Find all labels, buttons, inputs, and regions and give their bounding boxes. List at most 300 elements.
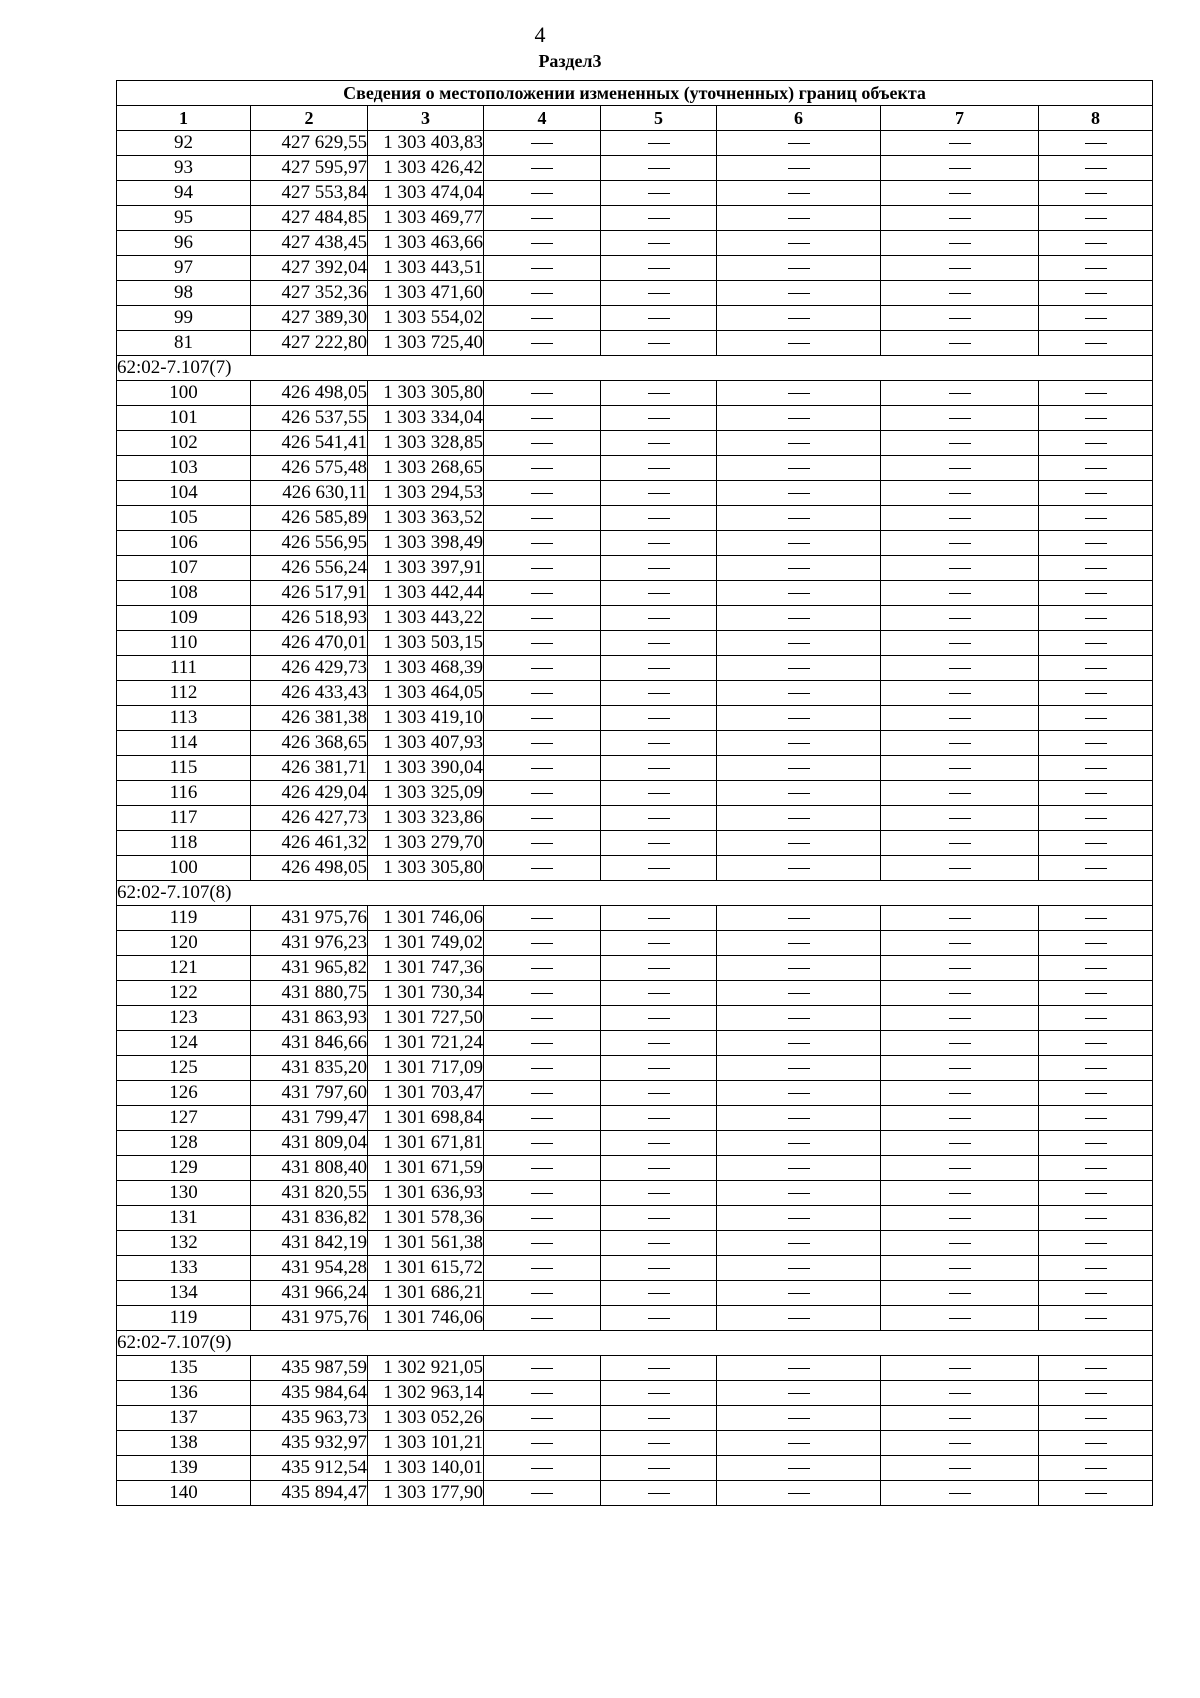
x-coordinate-cell: 426 556,24 (251, 556, 368, 581)
empty-value-cell (601, 856, 717, 881)
empty-value-cell (484, 256, 601, 281)
y-coordinate-cell: 1 303 725,40 (368, 331, 484, 356)
empty-value-cell (484, 131, 601, 156)
dash-mark (648, 168, 670, 169)
table-row (117, 281, 1153, 306)
empty-value-cell (881, 256, 1039, 281)
table-row (117, 1181, 1153, 1206)
dash-mark (531, 393, 553, 394)
x-coordinate-cell: 435 912,54 (251, 1456, 368, 1481)
empty-value-cell (484, 656, 601, 681)
table-row (117, 1156, 1153, 1181)
dash-mark (788, 468, 810, 469)
empty-value-cell (601, 531, 717, 556)
dash-mark (949, 293, 971, 294)
table-body (117, 131, 1153, 1506)
empty-value-cell (881, 1281, 1039, 1306)
empty-value-cell (601, 706, 717, 731)
point-number-cell: 118 (117, 831, 251, 856)
y-coordinate-cell: 1 301 747,36 (368, 956, 484, 981)
dash-mark (1085, 643, 1107, 644)
x-coordinate-cell: 426 630,11 (251, 481, 368, 506)
dash-mark (949, 543, 971, 544)
empty-value-cell (484, 706, 601, 731)
empty-value-cell (601, 556, 717, 581)
empty-value-cell (1039, 1381, 1153, 1406)
empty-value-cell (881, 131, 1039, 156)
dash-mark (788, 818, 810, 819)
dash-mark (949, 1418, 971, 1419)
dash-mark (949, 1493, 971, 1494)
x-coordinate-cell: 426 518,93 (251, 606, 368, 631)
empty-value-cell (717, 681, 881, 706)
point-number-cell: 116 (117, 781, 251, 806)
empty-value-cell (881, 756, 1039, 781)
dash-mark (531, 1468, 553, 1469)
dash-mark (788, 1093, 810, 1094)
table-row (117, 1306, 1153, 1331)
empty-value-cell (1039, 431, 1153, 456)
empty-value-cell (1039, 1256, 1153, 1281)
dash-mark (531, 518, 553, 519)
empty-value-cell (601, 1156, 717, 1181)
point-number-cell: 93 (117, 156, 251, 181)
empty-value-cell (601, 1281, 717, 1306)
empty-value-cell (484, 1256, 601, 1281)
empty-value-cell (484, 506, 601, 531)
empty-value-cell (881, 1306, 1039, 1331)
y-coordinate-cell: 1 303 474,04 (368, 181, 484, 206)
dash-mark (531, 1318, 553, 1319)
empty-value-cell (484, 1131, 601, 1156)
dash-mark (648, 1393, 670, 1394)
empty-value-cell (881, 1106, 1039, 1131)
dash-mark (648, 693, 670, 694)
empty-value-cell (1039, 631, 1153, 656)
dash-mark (531, 718, 553, 719)
point-number-cell: 94 (117, 181, 251, 206)
empty-value-cell (717, 1056, 881, 1081)
empty-value-cell (601, 1056, 717, 1081)
x-coordinate-cell: 427 595,97 (251, 156, 368, 181)
dash-mark (648, 843, 670, 844)
empty-value-cell (881, 606, 1039, 631)
empty-value-cell (1039, 531, 1153, 556)
dash-mark (949, 818, 971, 819)
x-coordinate-cell: 426 585,89 (251, 506, 368, 531)
empty-value-cell (484, 681, 601, 706)
y-coordinate-cell: 1 301 717,09 (368, 1056, 484, 1081)
dash-mark (1085, 968, 1107, 969)
table-row (117, 556, 1153, 581)
empty-value-cell (1039, 456, 1153, 481)
dash-mark (949, 743, 971, 744)
empty-value-cell (484, 431, 601, 456)
empty-value-cell (881, 1031, 1039, 1056)
y-coordinate-cell: 1 303 469,77 (368, 206, 484, 231)
dash-mark (949, 1268, 971, 1269)
empty-value-cell (717, 431, 881, 456)
dash-mark (648, 1493, 670, 1494)
dash-mark (1085, 1468, 1107, 1469)
empty-value-cell (484, 606, 601, 631)
dash-mark (1085, 1418, 1107, 1419)
dash-mark (648, 643, 670, 644)
empty-value-cell (1039, 1281, 1153, 1306)
dash-mark (949, 443, 971, 444)
x-coordinate-cell: 431 809,04 (251, 1131, 368, 1156)
dash-mark (648, 718, 670, 719)
point-number-cell: 127 (117, 1106, 251, 1131)
y-coordinate-cell: 1 301 671,81 (368, 1131, 484, 1156)
y-coordinate-cell: 1 301 698,84 (368, 1106, 484, 1131)
point-number-cell: 139 (117, 1456, 251, 1481)
x-coordinate-cell: 431 797,60 (251, 1081, 368, 1106)
empty-value-cell (484, 831, 601, 856)
empty-value-cell (1039, 1006, 1153, 1031)
empty-value-cell (881, 1456, 1039, 1481)
x-coordinate-cell: 427 352,36 (251, 281, 368, 306)
table-row (117, 306, 1153, 331)
empty-value-cell (601, 906, 717, 931)
dash-mark (949, 993, 971, 994)
dash-mark (531, 268, 553, 269)
point-number-cell: 140 (117, 1481, 251, 1506)
parcel-number-heading: 62:02-7.107(8) (117, 881, 1153, 906)
dash-mark (648, 668, 670, 669)
x-coordinate-cell: 426 575,48 (251, 456, 368, 481)
table-row (117, 956, 1153, 981)
empty-value-cell (1039, 756, 1153, 781)
dash-mark (788, 968, 810, 969)
dash-mark (949, 1068, 971, 1069)
x-coordinate-cell: 426 381,38 (251, 706, 368, 731)
table-row (117, 1431, 1153, 1456)
empty-value-cell (1039, 131, 1153, 156)
empty-value-cell (601, 256, 717, 281)
empty-value-cell (1039, 281, 1153, 306)
empty-value-cell (484, 906, 601, 931)
dash-mark (648, 243, 670, 244)
dash-mark (648, 918, 670, 919)
column-header: 5 (601, 106, 717, 131)
empty-value-cell (1039, 206, 1153, 231)
dash-mark (949, 668, 971, 669)
parcel-number-heading: 62:02-7.107(7) (117, 356, 1153, 381)
table-row (117, 1256, 1153, 1281)
dash-mark (788, 1393, 810, 1394)
empty-value-cell (881, 906, 1039, 931)
column-header: 3 (368, 106, 484, 131)
y-coordinate-cell: 1 303 328,85 (368, 431, 484, 456)
empty-value-cell (881, 706, 1039, 731)
dash-mark (531, 593, 553, 594)
empty-value-cell (1039, 906, 1153, 931)
table-row (117, 506, 1153, 531)
empty-value-cell (601, 1256, 717, 1281)
dash-mark (1085, 1493, 1107, 1494)
x-coordinate-cell: 426 541,41 (251, 431, 368, 456)
empty-value-cell (601, 681, 717, 706)
point-number-cell: 100 (117, 381, 251, 406)
point-number-cell: 126 (117, 1081, 251, 1106)
x-coordinate-cell: 426 556,95 (251, 531, 368, 556)
y-coordinate-cell: 1 303 419,10 (368, 706, 484, 731)
y-coordinate-cell: 1 303 268,65 (368, 456, 484, 481)
empty-value-cell (717, 1181, 881, 1206)
x-coordinate-cell: 426 429,04 (251, 781, 368, 806)
empty-value-cell (484, 1456, 601, 1481)
dash-mark (648, 743, 670, 744)
empty-value-cell (1039, 681, 1153, 706)
x-coordinate-cell: 431 880,75 (251, 981, 368, 1006)
dash-mark (949, 243, 971, 244)
dash-mark (531, 193, 553, 194)
dash-mark (531, 668, 553, 669)
empty-value-cell (881, 1406, 1039, 1431)
dash-mark (949, 518, 971, 519)
empty-value-cell (484, 381, 601, 406)
table-row (117, 656, 1153, 681)
dash-mark (648, 618, 670, 619)
empty-value-cell (717, 731, 881, 756)
parcel-number-heading: 62:02-7.107(9) (117, 1331, 1153, 1356)
empty-value-cell (1039, 1356, 1153, 1381)
dash-mark (648, 268, 670, 269)
empty-value-cell (1039, 331, 1153, 356)
empty-value-cell (484, 1156, 601, 1181)
dash-mark (1085, 1143, 1107, 1144)
x-coordinate-cell: 431 842,19 (251, 1231, 368, 1256)
dash-mark (648, 1243, 670, 1244)
dash-mark (648, 1293, 670, 1294)
dash-mark (949, 593, 971, 594)
empty-value-cell (717, 1106, 881, 1131)
dash-mark (531, 243, 553, 244)
y-coordinate-cell: 1 301 730,34 (368, 981, 484, 1006)
x-coordinate-cell: 426 498,05 (251, 856, 368, 881)
dash-mark (949, 143, 971, 144)
empty-value-cell (717, 1081, 881, 1106)
dash-mark (788, 243, 810, 244)
dash-mark (531, 543, 553, 544)
dash-mark (1085, 693, 1107, 694)
dash-mark (949, 568, 971, 569)
table-row (117, 631, 1153, 656)
dash-mark (531, 1143, 553, 1144)
empty-value-cell (484, 581, 601, 606)
empty-value-cell (601, 1081, 717, 1106)
empty-value-cell (717, 1006, 881, 1031)
point-number-cell: 108 (117, 581, 251, 606)
dash-mark (949, 793, 971, 794)
dash-mark (788, 743, 810, 744)
dash-mark (531, 993, 553, 994)
empty-value-cell (484, 231, 601, 256)
point-number-cell: 103 (117, 456, 251, 481)
empty-value-cell (484, 181, 601, 206)
dash-mark (531, 143, 553, 144)
y-coordinate-cell: 1 301 578,36 (368, 1206, 484, 1231)
dash-mark (788, 543, 810, 544)
dash-mark (531, 293, 553, 294)
empty-value-cell (881, 431, 1039, 456)
x-coordinate-cell: 431 966,24 (251, 1281, 368, 1306)
empty-value-cell (484, 1381, 601, 1406)
empty-value-cell (881, 981, 1039, 1006)
empty-value-cell (484, 1231, 601, 1256)
dash-mark (531, 743, 553, 744)
dash-mark (531, 1018, 553, 1019)
dash-mark (788, 843, 810, 844)
empty-value-cell (881, 1256, 1039, 1281)
dash-mark (788, 1143, 810, 1144)
dash-mark (648, 1443, 670, 1444)
y-coordinate-cell: 1 303 407,93 (368, 731, 484, 756)
x-coordinate-cell: 431 846,66 (251, 1031, 368, 1056)
dash-mark (648, 968, 670, 969)
y-coordinate-cell: 1 301 671,59 (368, 1156, 484, 1181)
x-coordinate-cell: 431 808,40 (251, 1156, 368, 1181)
dash-mark (1085, 1318, 1107, 1319)
empty-value-cell (601, 1406, 717, 1431)
x-coordinate-cell: 435 932,97 (251, 1431, 368, 1456)
y-coordinate-cell: 1 303 305,80 (368, 381, 484, 406)
dash-mark (949, 1468, 971, 1469)
empty-value-cell (1039, 931, 1153, 956)
empty-value-cell (484, 206, 601, 231)
table-row (117, 131, 1153, 156)
x-coordinate-cell: 426 429,73 (251, 656, 368, 681)
table-row (117, 1456, 1153, 1481)
empty-value-cell (717, 131, 881, 156)
dash-mark (531, 968, 553, 969)
dash-mark (788, 1243, 810, 1244)
table-row (117, 681, 1153, 706)
empty-value-cell (484, 556, 601, 581)
empty-value-cell (1039, 781, 1153, 806)
dash-mark (1085, 943, 1107, 944)
dash-mark (788, 993, 810, 994)
dash-mark (788, 643, 810, 644)
dash-mark (788, 1293, 810, 1294)
dash-mark (949, 618, 971, 619)
empty-value-cell (601, 181, 717, 206)
empty-value-cell (484, 756, 601, 781)
empty-value-cell (484, 1206, 601, 1231)
dash-mark (1085, 343, 1107, 344)
dash-mark (531, 618, 553, 619)
point-number-cell: 107 (117, 556, 251, 581)
empty-value-cell (601, 331, 717, 356)
point-number-cell: 113 (117, 706, 251, 731)
table-row (117, 1131, 1153, 1156)
empty-value-cell (881, 1081, 1039, 1106)
dash-mark (1085, 668, 1107, 669)
dash-mark (788, 1218, 810, 1219)
y-coordinate-cell: 1 301 746,06 (368, 1306, 484, 1331)
y-coordinate-cell: 1 302 963,14 (368, 1381, 484, 1406)
dash-mark (949, 168, 971, 169)
empty-value-cell (601, 956, 717, 981)
dash-mark (949, 643, 971, 644)
dash-mark (648, 943, 670, 944)
empty-value-cell (717, 531, 881, 556)
y-coordinate-cell: 1 303 403,83 (368, 131, 484, 156)
dash-mark (788, 1318, 810, 1319)
dash-mark (648, 493, 670, 494)
dash-mark (949, 868, 971, 869)
y-coordinate-cell: 1 303 140,01 (368, 1456, 484, 1481)
point-number-cell: 100 (117, 856, 251, 881)
point-number-cell: 119 (117, 906, 251, 931)
dash-mark (648, 1118, 670, 1119)
empty-value-cell (881, 631, 1039, 656)
empty-value-cell (484, 1306, 601, 1331)
dash-mark (788, 668, 810, 669)
y-coordinate-cell: 1 303 464,05 (368, 681, 484, 706)
empty-value-cell (717, 1406, 881, 1431)
dash-mark (1085, 293, 1107, 294)
table-row (117, 1356, 1153, 1381)
dash-mark (788, 1443, 810, 1444)
y-coordinate-cell: 1 303 463,66 (368, 231, 484, 256)
table-header (117, 81, 1153, 131)
empty-value-cell (717, 406, 881, 431)
empty-value-cell (484, 1031, 601, 1056)
dash-mark (648, 418, 670, 419)
empty-value-cell (601, 1106, 717, 1131)
point-number-cell: 134 (117, 1281, 251, 1306)
empty-value-cell (601, 1231, 717, 1256)
empty-value-cell (601, 481, 717, 506)
table-row (117, 481, 1153, 506)
dash-mark (949, 693, 971, 694)
x-coordinate-cell: 426 427,73 (251, 806, 368, 831)
dash-mark (1085, 793, 1107, 794)
empty-value-cell (717, 581, 881, 606)
dash-mark (648, 143, 670, 144)
empty-value-cell (881, 781, 1039, 806)
dash-mark (531, 318, 553, 319)
empty-value-cell (601, 1006, 717, 1031)
empty-value-cell (601, 381, 717, 406)
x-coordinate-cell: 431 820,55 (251, 1181, 368, 1206)
x-coordinate-cell: 431 954,28 (251, 1256, 368, 1281)
point-number-cell: 133 (117, 1256, 251, 1281)
point-number-cell: 117 (117, 806, 251, 831)
dash-mark (949, 943, 971, 944)
dash-mark (949, 768, 971, 769)
dash-mark (531, 1218, 553, 1219)
dash-mark (949, 1118, 971, 1119)
table-row (117, 1281, 1153, 1306)
y-coordinate-cell: 1 301 749,02 (368, 931, 484, 956)
empty-value-cell (601, 406, 717, 431)
dash-mark (531, 1293, 553, 1294)
empty-value-cell (881, 1156, 1039, 1181)
empty-value-cell (1039, 231, 1153, 256)
dash-mark (531, 693, 553, 694)
empty-value-cell (601, 806, 717, 831)
table-row (117, 1206, 1153, 1231)
dash-mark (788, 718, 810, 719)
empty-value-cell (601, 656, 717, 681)
dash-mark (788, 1068, 810, 1069)
dash-mark (1085, 1118, 1107, 1119)
dash-mark (648, 1143, 670, 1144)
empty-value-cell (601, 431, 717, 456)
